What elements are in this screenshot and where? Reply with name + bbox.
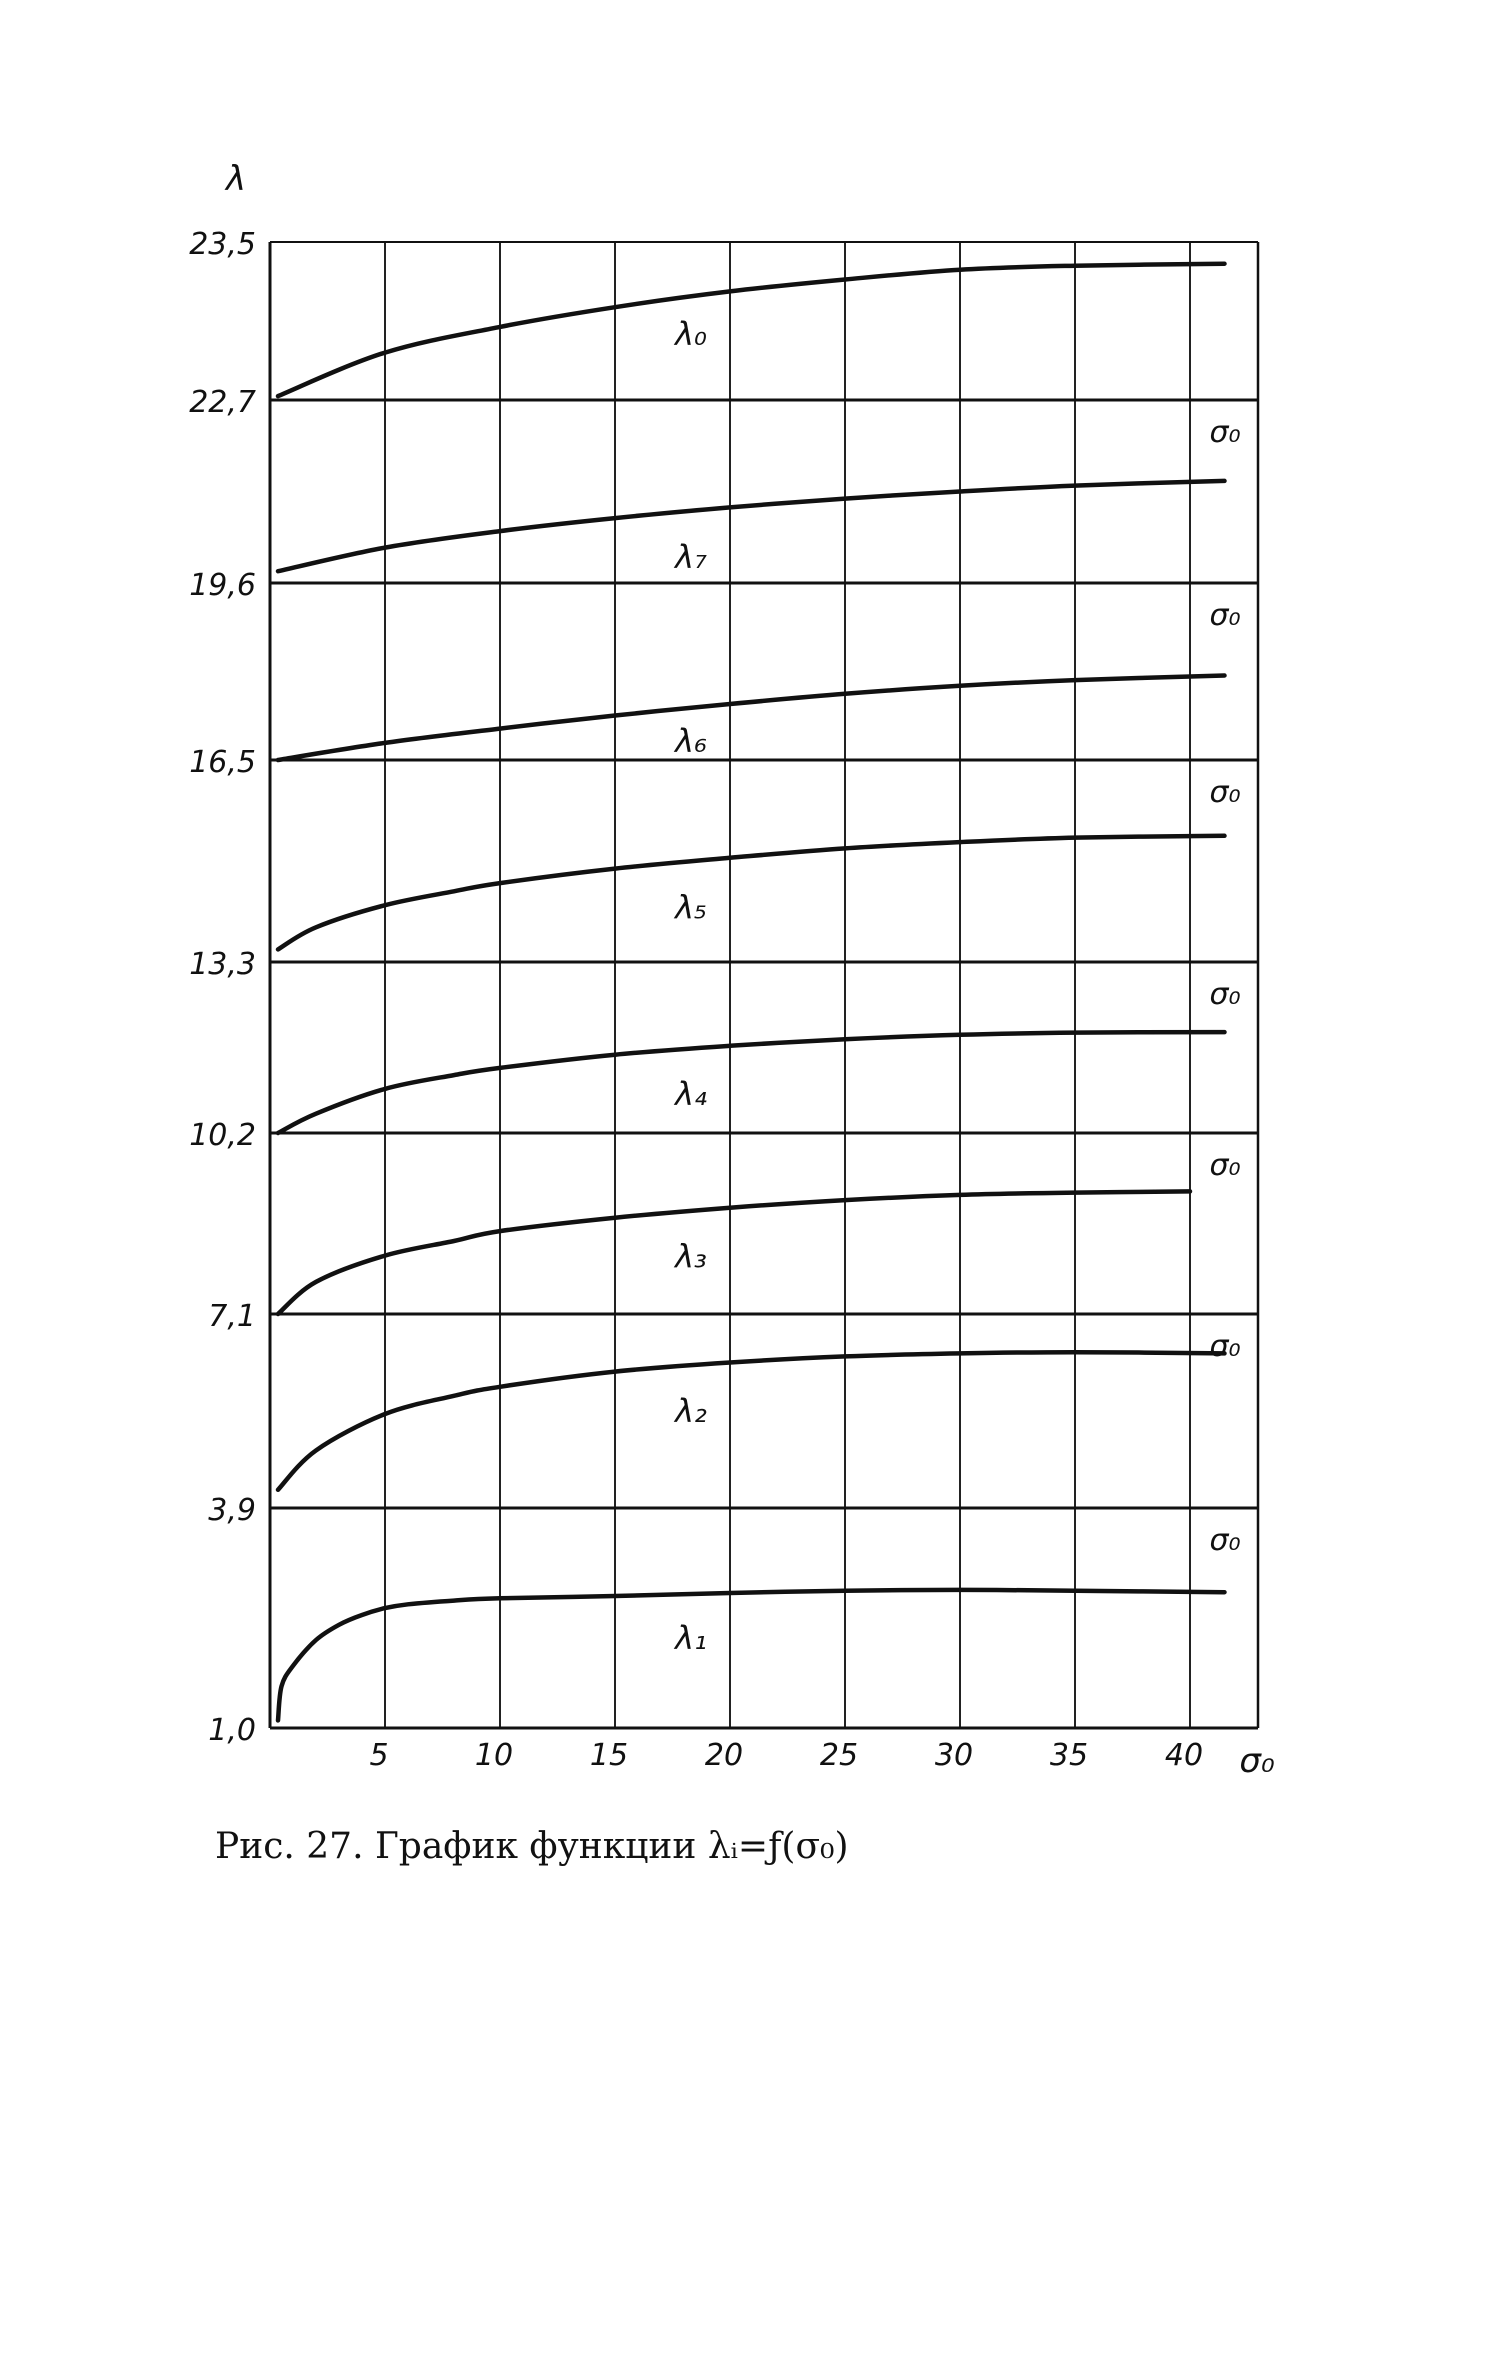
curves [278,264,1225,1721]
x-axis-title: σ₀ [1239,1741,1275,1781]
curve-2 [278,1191,1190,1314]
curve-7 [278,264,1225,396]
x-tick-label-40: 40 [1164,1738,1204,1773]
x-tick-label-5: 5 [369,1738,389,1773]
x-tick-label-25: 25 [819,1738,859,1773]
y-tick-label-5: 16,5 [189,745,256,780]
band-sigma-label-1: σ₀ [1209,1329,1241,1364]
x-tick-label-20: 20 [704,1738,744,1773]
band-sigma-label-3: σ₀ [1209,977,1241,1012]
curve-3 [278,1032,1225,1133]
curve-5 [278,676,1225,761]
y-tick-label-3: 10,2 [189,1118,256,1153]
curve-1 [278,1352,1225,1490]
x-tick-label-10: 10 [474,1738,514,1773]
y-tick-label-1: 3,9 [208,1493,256,1528]
y-tick-label-6: 19,6 [189,568,256,603]
grid [270,242,1258,1728]
y-tick-label-top: 23,5 [189,227,256,262]
band-sigma-label-5: σ₀ [1209,598,1241,633]
curve-6 [278,481,1225,571]
series-label-7: λ₀ [675,314,707,353]
series-label-4: λ₅ [675,888,707,927]
series-label-1: λ₂ [675,1391,707,1430]
y-tick-label-4: 13,3 [189,947,256,982]
y-tick-label-2: 7,1 [208,1299,256,1334]
y-axis-title: λ [225,159,247,199]
curve-4 [278,836,1225,950]
series-label-2: λ₃ [675,1237,707,1276]
series-label-3: λ₄ [675,1075,707,1114]
series-label-0: λ₁ [675,1618,707,1657]
band-sigma-label-4: σ₀ [1209,775,1241,810]
x-tick-label-35: 35 [1049,1738,1089,1773]
figure-caption: Рис. 27. График функции λᵢ=ƒ(σ₀) [215,1826,849,1867]
curve-0 [278,1590,1225,1721]
band-sigma-label-6: σ₀ [1209,415,1241,450]
series-label-6: λ₇ [675,537,707,576]
series-label-5: λ₆ [675,722,707,760]
band-sigma-label-0: σ₀ [1209,1523,1241,1558]
band-sigma-label-2: σ₀ [1209,1148,1241,1183]
x-tick-label-15: 15 [589,1738,629,1773]
y-tick-label-7: 22,7 [189,385,256,420]
labels [189,159,1275,1781]
y-tick-label-0: 1,0 [208,1713,256,1748]
x-tick-label-30: 30 [934,1738,974,1773]
